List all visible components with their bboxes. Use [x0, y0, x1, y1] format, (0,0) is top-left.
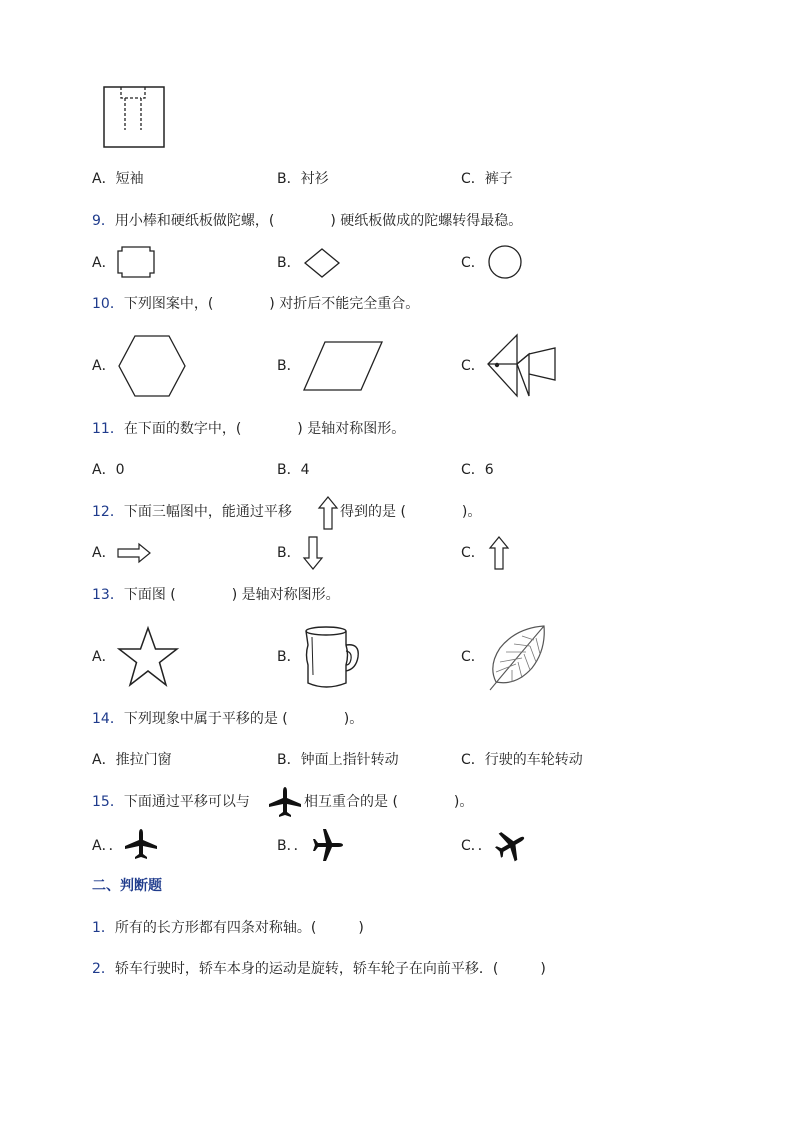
airplane-up-icon: [268, 786, 302, 818]
question-number: 10．: [92, 296, 124, 312]
star-shape-icon: [117, 626, 179, 688]
option-label: A．: [92, 462, 116, 478]
question-15-suffix: 相互重合的是 ( )。: [304, 794, 474, 810]
item-number: 2．: [92, 961, 115, 977]
option-label: C．: [461, 462, 485, 478]
option-text: 短袖: [115, 171, 144, 187]
option-text: 6: [484, 462, 494, 478]
q13-option-c-label[interactable]: C．: [461, 649, 485, 665]
option-text: 推拉门窗: [115, 752, 172, 768]
question-number: 14．: [92, 711, 124, 727]
option-text: 衬衫: [300, 171, 329, 187]
folded-clothing-figure: [103, 86, 165, 148]
question-text: 用小棒和硬纸板做陀螺，( ) 硬纸板做成的陀螺转得最稳。: [114, 213, 523, 229]
option-text: 4: [300, 462, 310, 478]
question-11: [92, 420, 405, 438]
rhombus-shape-icon: [304, 248, 340, 278]
airplane-up-icon: [124, 828, 158, 860]
question-12-prefix: [92, 503, 292, 521]
fish-shape-icon: [487, 334, 559, 398]
question-text-before: 下面通过平移可以与: [123, 794, 250, 810]
q9-option-c-label[interactable]: C．: [461, 255, 485, 271]
question-14: [92, 710, 363, 728]
question-text-before: 下面三幅图中，能通过平移: [123, 504, 292, 520]
option-text: 钟面上指针转动: [300, 752, 399, 768]
option-label: C．: [461, 171, 485, 187]
q13-option-b-label[interactable]: B．: [277, 649, 301, 665]
arrow-up-icon: [489, 536, 509, 570]
judgment-item-2: [92, 960, 546, 978]
option-text: 0: [115, 462, 125, 478]
question-number: 11．: [92, 421, 124, 437]
airplane-tilted-icon: [494, 828, 528, 862]
q11-option-a[interactable]: [92, 461, 125, 479]
question-number: 12．: [92, 504, 124, 520]
question-text: 下列图案中，( ) 对折后不能完全重合。: [123, 296, 420, 312]
option-label: B．: [277, 462, 301, 478]
arrow-down-icon: [303, 536, 323, 570]
question-10: [92, 295, 419, 313]
hexagon-shape-icon: [118, 335, 186, 397]
q8-option-b[interactable]: [277, 170, 329, 188]
option-text: 裤子: [484, 171, 513, 187]
leaf-shape-icon: [486, 624, 548, 692]
option-label: C．: [461, 752, 485, 768]
question-text: 下面图 ( ) 是轴对称图形。: [123, 587, 340, 603]
q14-option-c[interactable]: [461, 751, 583, 769]
airplane-right-icon: [310, 829, 346, 861]
item-text: 轿车行驶时，轿车本身的运动是旋转，轿车轮子在向前平移．( ): [114, 961, 546, 977]
q12-option-c-label[interactable]: C．: [461, 545, 485, 561]
question-number: 13．: [92, 587, 124, 603]
q14-option-b[interactable]: [277, 751, 399, 769]
option-label: A．: [92, 171, 116, 187]
item-text: 所有的长方形都有四条对称轴。( ): [114, 920, 364, 936]
q11-option-b[interactable]: [277, 461, 310, 479]
parallelogram-shape-icon: [303, 341, 383, 391]
question-number: 15．: [92, 794, 124, 810]
q14-option-a[interactable]: [92, 751, 172, 769]
q13-option-a-label[interactable]: A．: [92, 649, 116, 665]
q12-option-b-label[interactable]: B．: [277, 545, 301, 561]
q8-option-c[interactable]: [461, 170, 513, 188]
q15-option-b-label[interactable]: B．．: [277, 838, 308, 854]
question-15-prefix: [92, 793, 250, 811]
q10-option-a-label[interactable]: A．: [92, 358, 116, 374]
item-number: 1．: [92, 920, 115, 936]
q9-option-a-label[interactable]: A．: [92, 255, 116, 271]
q12-option-a-label[interactable]: A．: [92, 545, 116, 561]
circle-shape-icon: [487, 244, 523, 280]
q10-option-c-label[interactable]: C．: [461, 358, 485, 374]
option-text: 行驶的车轮转动: [484, 752, 583, 768]
option-label: B．: [277, 171, 301, 187]
judgment-item-1: [92, 919, 364, 937]
question-text: 在下面的数字中，( ) 是轴对称图形。: [123, 421, 406, 437]
arrow-up-icon: [318, 496, 338, 530]
question-13: [92, 586, 340, 604]
octagon-shape-icon: [117, 246, 155, 278]
q8-option-a[interactable]: [92, 170, 144, 188]
q9-option-b-label[interactable]: B．: [277, 255, 301, 271]
q15-option-c-label[interactable]: C．．: [461, 838, 492, 854]
cup-shape-icon: [302, 625, 362, 691]
option-label: A．: [92, 752, 116, 768]
q15-option-a-label[interactable]: A．．: [92, 838, 123, 854]
question-12-suffix: 得到的是 ( )。: [340, 504, 482, 520]
question-text: 下列现象中属于平移的是 ( )。: [123, 711, 364, 727]
question-9: [92, 212, 522, 230]
question-number: 9．: [92, 213, 115, 229]
option-label: B．: [277, 752, 301, 768]
section-title: 二、判断题: [92, 878, 162, 894]
q10-option-b-label[interactable]: B．: [277, 358, 301, 374]
arrow-right-icon: [117, 543, 151, 563]
q11-option-c[interactable]: [461, 461, 494, 479]
